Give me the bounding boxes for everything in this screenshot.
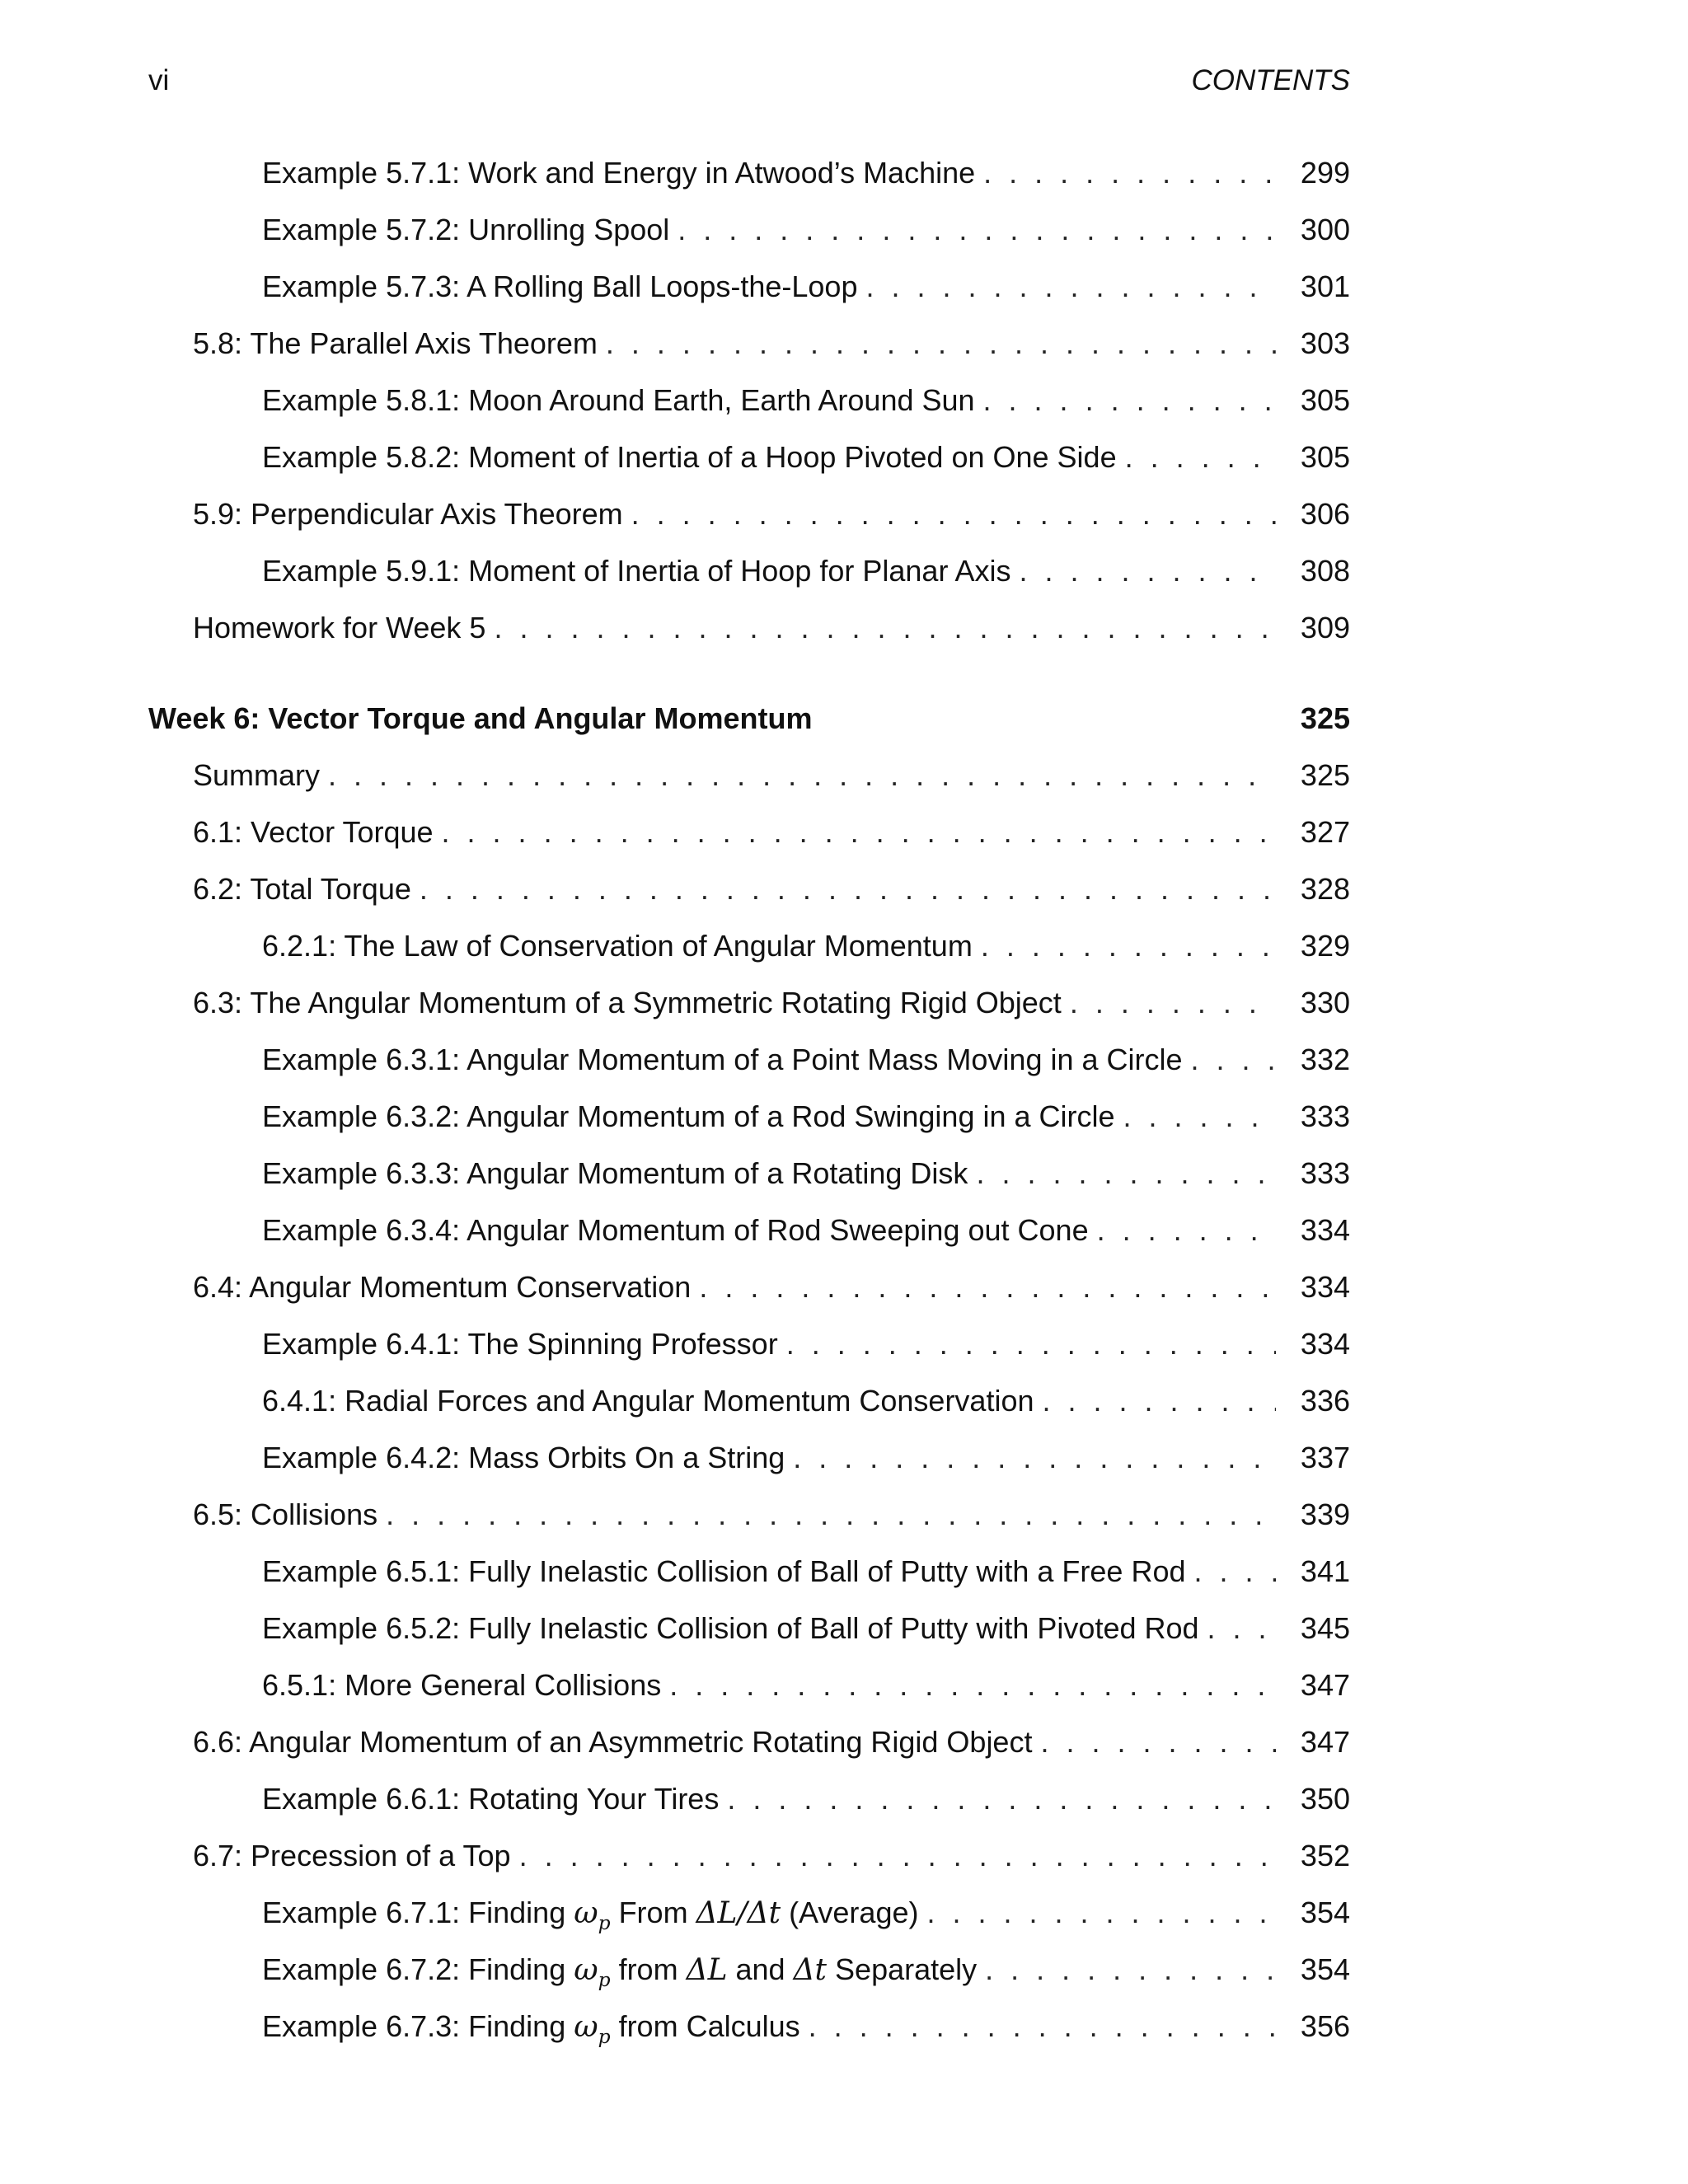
leader-dots bbox=[1191, 1031, 1276, 1088]
table-of-contents bbox=[148, 144, 1350, 2055]
toc-entry-page: 334 bbox=[1300, 1327, 1350, 1361]
toc-entry-title: Example 6.4.2: Mass Orbits On a String bbox=[262, 1441, 785, 1474]
toc-entry[interactable] bbox=[148, 1145, 1350, 1202]
toc-entry-title: 6.3: The Angular Momentum of a Symmetric Rotating Rigid Object bbox=[193, 986, 1062, 1019]
toc-entry-page: 350 bbox=[1300, 1782, 1350, 1816]
toc-entry-page: 347 bbox=[1300, 1668, 1350, 1702]
running-title: CONTENTS bbox=[1191, 64, 1350, 96]
toc-entry-title: 6.5: Collisions bbox=[193, 1497, 378, 1531]
toc-entry[interactable] bbox=[148, 372, 1350, 429]
toc-entry-title: Example 5.7.3: A Rolling Ball Loops-the-Loop bbox=[262, 269, 858, 303]
toc-entry-title: 6.7: Precession of a Top bbox=[193, 1839, 511, 1872]
toc-entry-title: 6.1: Vector Torque bbox=[193, 815, 434, 849]
toc-entry-title: Example 6.7.2: Finding $\omega_p$ from ΔL and Δt Separately bbox=[262, 1952, 978, 1992]
toc-entry[interactable] bbox=[148, 542, 1350, 599]
toc-entry-title: Example 5.8.2: Moment of Inertia of a Hoop Pivoted on One Side bbox=[262, 440, 1117, 474]
toc-entry-title: Example 6.4.1: The Spinning Professor bbox=[262, 1327, 778, 1361]
toc-entry[interactable] bbox=[148, 485, 1350, 542]
toc-entry[interactable] bbox=[148, 1202, 1350, 1258]
chapter-title: Week 6: Vector Torque and Angular Momentum bbox=[148, 701, 813, 735]
toc-entry-title: 6.2: Total Torque bbox=[193, 872, 411, 906]
leader-dots bbox=[631, 485, 1276, 542]
toc-entry[interactable] bbox=[148, 804, 1350, 860]
toc-entry[interactable] bbox=[148, 144, 1350, 201]
leader-dots bbox=[976, 1145, 1276, 1202]
leader-dots bbox=[1207, 1600, 1276, 1657]
toc-entry-page: 341 bbox=[1300, 1554, 1350, 1588]
toc-entry-title: Example 6.7.3: Finding $\omega_p$ from Calculus bbox=[262, 2009, 800, 2049]
toc-entry[interactable] bbox=[148, 1884, 1350, 1941]
toc-entry-title: 6.4: Angular Momentum Conservation bbox=[193, 1270, 692, 1304]
toc-entry-title: Example 6.3.4: Angular Momentum of Rod Sweeping out Cone bbox=[262, 1213, 1089, 1247]
leader-dots bbox=[678, 201, 1276, 258]
leader-dots bbox=[328, 747, 1276, 804]
leader-dots bbox=[442, 804, 1276, 860]
toc-entries-week6 bbox=[148, 747, 1350, 1884]
leader-dots bbox=[1043, 1372, 1277, 1429]
toc-entry-title: Homework for Week 5 bbox=[193, 611, 486, 644]
toc-entry-page: 306 bbox=[1300, 497, 1350, 531]
toc-entry-page: 333 bbox=[1300, 1099, 1350, 1133]
toc-entry-page: 328 bbox=[1300, 872, 1350, 906]
toc-entry[interactable] bbox=[148, 974, 1350, 1031]
toc-entry-page: 347 bbox=[1300, 1725, 1350, 1759]
toc-entry-title: Example 6.3.1: Angular Momentum of a Point Mass Moving in a Circle bbox=[262, 1043, 1183, 1076]
toc-entry[interactable] bbox=[148, 1543, 1350, 1600]
toc-entry[interactable] bbox=[148, 1770, 1350, 1827]
toc-entry-title: Example 5.8.1: Moon Around Earth, Earth Around Sun bbox=[262, 383, 975, 417]
leader-dots bbox=[1123, 1088, 1276, 1145]
toc-entry[interactable] bbox=[148, 747, 1350, 804]
leader-dots bbox=[983, 372, 1276, 429]
toc-entries-week5 bbox=[148, 144, 1350, 656]
toc-entry-page: 334 bbox=[1300, 1270, 1350, 1304]
leader-dots bbox=[1194, 1543, 1277, 1600]
leader-dots bbox=[809, 1998, 1276, 2055]
toc-entry-title: Example 6.3.2: Angular Momentum of a Rod Swinging in a Circle bbox=[262, 1099, 1115, 1133]
leader-dots bbox=[1097, 1202, 1276, 1258]
toc-entry-title: 6.6: Angular Momentum of an Asymmetric Rotating Rigid Object bbox=[193, 1725, 1033, 1759]
toc-entry[interactable] bbox=[148, 1657, 1350, 1713]
toc-entry-title: 5.8: The Parallel Axis Theorem bbox=[193, 326, 598, 360]
toc-entry-page: 354 bbox=[1300, 1896, 1350, 1929]
leader-dots bbox=[793, 1429, 1276, 1486]
leader-dots bbox=[786, 1315, 1276, 1372]
toc-entry-page: 337 bbox=[1300, 1441, 1350, 1474]
toc-entry-page: 345 bbox=[1300, 1611, 1350, 1645]
leader-dots bbox=[983, 144, 1276, 201]
toc-entry[interactable] bbox=[148, 1998, 1350, 2055]
toc-entry-page: 305 bbox=[1300, 440, 1350, 474]
toc-entry-title: Example 6.7.1: Finding $\omega_p$ From ΔL/Δt (Average) bbox=[262, 1896, 919, 1935]
leader-dots bbox=[699, 1258, 1276, 1315]
toc-entry[interactable] bbox=[148, 1486, 1350, 1543]
toc-entry-page: 327 bbox=[1300, 815, 1350, 849]
leader-dots bbox=[420, 860, 1276, 917]
leader-dots bbox=[1019, 542, 1276, 599]
leader-dots bbox=[985, 1941, 1276, 1998]
toc-entry-page: 336 bbox=[1300, 1384, 1350, 1418]
toc-entry[interactable] bbox=[148, 1372, 1350, 1429]
toc-entry-page: 300 bbox=[1300, 213, 1350, 246]
page-folio: vi bbox=[148, 64, 170, 96]
toc-chapter-heading[interactable] bbox=[148, 690, 1350, 747]
toc-entry-page: 299 bbox=[1300, 156, 1350, 190]
toc-entry-page: 301 bbox=[1300, 269, 1350, 303]
toc-entry[interactable] bbox=[148, 1031, 1350, 1088]
toc-entry-title: 6.2.1: The Law of Conservation of Angular Momentum bbox=[262, 929, 973, 963]
toc-entry[interactable] bbox=[148, 860, 1350, 917]
toc-entry-page: 354 bbox=[1300, 1952, 1350, 1986]
toc-entry[interactable] bbox=[148, 1713, 1350, 1770]
toc-entry-title: Example 5.9.1: Moment of Inertia of Hoop for Planar Axis bbox=[262, 554, 1011, 588]
toc-entry-title: 6.4.1: Radial Forces and Angular Momentum Conservation bbox=[262, 1384, 1034, 1418]
toc-entry-title: Example 6.5.1: Fully Inelastic Collision of Ball of Putty with a Free Rod bbox=[262, 1554, 1186, 1588]
toc-entry[interactable] bbox=[148, 1429, 1350, 1486]
toc-entry-page: 339 bbox=[1300, 1497, 1350, 1531]
leader-dots bbox=[1040, 1713, 1276, 1770]
toc-entry[interactable] bbox=[148, 258, 1350, 315]
toc-entry[interactable] bbox=[148, 429, 1350, 485]
leader-dots bbox=[981, 917, 1276, 974]
leader-dots bbox=[519, 1827, 1276, 1884]
toc-entry[interactable] bbox=[148, 917, 1350, 974]
toc-entry-page: 334 bbox=[1300, 1213, 1350, 1247]
toc-entry-title: 5.9: Perpendicular Axis Theorem bbox=[193, 497, 623, 531]
toc-entry-page: 303 bbox=[1300, 326, 1350, 360]
toc-entry-page: 308 bbox=[1300, 554, 1350, 588]
toc-entry-page: 325 bbox=[1300, 758, 1350, 792]
toc-entry[interactable] bbox=[148, 599, 1350, 656]
toc-entry-title: 6.5.1: More General Collisions bbox=[262, 1668, 662, 1702]
toc-entry-page: 305 bbox=[1300, 383, 1350, 417]
toc-entry[interactable] bbox=[148, 1258, 1350, 1315]
leader-dots bbox=[926, 1884, 1276, 1941]
leader-dots bbox=[1070, 974, 1276, 1031]
toc-entry-page: 356 bbox=[1300, 2009, 1350, 2043]
toc-entry-title: Example 6.6.1: Rotating Your Tires bbox=[262, 1782, 720, 1816]
leader-dots bbox=[386, 1486, 1276, 1543]
leader-dots bbox=[494, 599, 1276, 656]
leader-dots bbox=[669, 1657, 1276, 1713]
toc-entry-page: 309 bbox=[1300, 611, 1350, 644]
toc-entry-title: Example 5.7.2: Unrolling Spool bbox=[262, 213, 670, 246]
toc-entry-page: 352 bbox=[1300, 1839, 1350, 1872]
toc-entry-title: Example 6.3.3: Angular Momentum of a Rotating Disk bbox=[262, 1156, 968, 1190]
toc-entry[interactable] bbox=[148, 1315, 1350, 1372]
page-header bbox=[148, 64, 1350, 105]
chapter-page: 325 bbox=[1300, 701, 1350, 735]
toc-entry[interactable] bbox=[148, 1600, 1350, 1657]
leader-dots bbox=[606, 315, 1276, 372]
toc-entry-page: 329 bbox=[1300, 929, 1350, 963]
leader-dots bbox=[865, 258, 1276, 315]
toc-entry[interactable] bbox=[148, 315, 1350, 372]
toc-entry[interactable] bbox=[148, 1088, 1350, 1145]
toc-entry-title: Summary bbox=[193, 758, 321, 792]
toc-entry[interactable] bbox=[148, 1827, 1350, 1884]
toc-entry[interactable] bbox=[148, 201, 1350, 258]
toc-entry-title: Example 6.5.2: Fully Inelastic Collision of Ball of Putty with Pivoted Rod bbox=[262, 1611, 1199, 1645]
toc-entry-page: 332 bbox=[1300, 1043, 1350, 1076]
toc-entry-title: Example 5.7.1: Work and Energy in Atwood’s Machine bbox=[262, 156, 976, 190]
leader-dots bbox=[1125, 429, 1276, 485]
toc-entry-page: 330 bbox=[1300, 986, 1350, 1019]
toc-entry[interactable] bbox=[148, 1941, 1350, 1998]
leader-dots bbox=[727, 1770, 1276, 1827]
toc-entry-page: 333 bbox=[1300, 1156, 1350, 1190]
